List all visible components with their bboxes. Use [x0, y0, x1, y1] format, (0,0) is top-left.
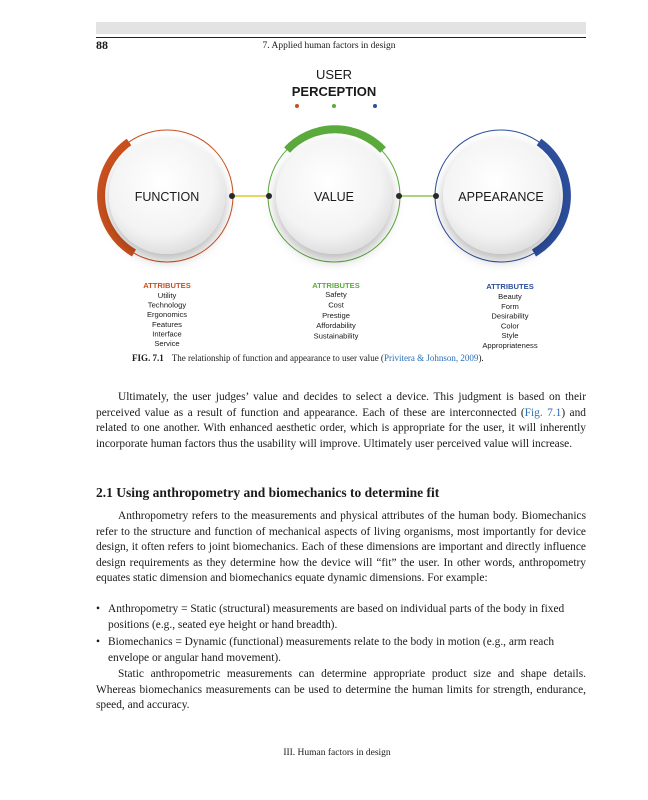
- value-attr: Affordability: [316, 321, 356, 331]
- function-attr-heading: ATTRIBUTES: [143, 281, 191, 290]
- value-attr: Sustainability: [313, 331, 359, 341]
- connector-node: [433, 193, 439, 199]
- running-head: 7. Applied human factors in design: [262, 41, 396, 51]
- figure-title-user: USER: [315, 67, 353, 82]
- citation-link[interactable]: Privitera & Johnson, 2009: [383, 353, 479, 363]
- appearance-attr: Beauty: [498, 292, 522, 301]
- function-attr: Ergonomics: [146, 310, 188, 320]
- dot-appearance: [373, 104, 377, 108]
- figure-diagram: [0, 58, 648, 350]
- figure-caption: FIG. 7.1 The relationship of function and appearance to user value (Privitera & Johnson, 2009).: [132, 353, 484, 363]
- value-attr: Safety: [325, 290, 347, 299]
- appearance-attr: Appropriateness: [482, 341, 538, 350]
- bullet-list: [96, 602, 586, 668]
- function-attr: Features: [152, 319, 182, 329]
- page-number: 88: [96, 38, 108, 52]
- list-item: • Anthropometry = Static (structural) measurements are based on individual parts of the body in fixed positions (e.g., seated eye height or hand breadth).: [96, 602, 586, 633]
- dot-value: [332, 104, 336, 108]
- appearance-attr: Form: [501, 301, 519, 311]
- appearance-attr-heading: ATTRIBUTES: [486, 282, 534, 291]
- connector-node: [266, 193, 272, 199]
- value-attr: Cost: [328, 300, 344, 310]
- figure-title-perception: PERCEPTION: [291, 84, 377, 99]
- value-attr: Prestige: [322, 310, 350, 320]
- function-attr: Utility: [157, 291, 177, 300]
- paragraph: Anthropometry refers to the measurements and physical attributes of the human body. Biomechanics refer to the structure and function of mechanical aspects of living organisms, most importantly for device design, it often refers to joint biomechanics. Each of these dimensions are important and directly influence design requirements as they determine how the device will “fit” the user. In other words, anthropometry equates static dimension and biomechanics equate dynamic dimensions. For example:: [96, 510, 586, 585]
- appearance-label: APPEARANCE: [458, 190, 544, 204]
- function-attr: Technology: [147, 300, 187, 310]
- header-bar: [96, 22, 586, 34]
- function-attr: Interface: [152, 329, 182, 339]
- value-attr-heading: ATTRIBUTES: [312, 281, 360, 290]
- appearance-attr: Desirability: [491, 311, 529, 321]
- list-item: • Biomechanics = Dynamic (functional) measurements relate to the body in motion (e.g., arm reach envelope or angular hand movement).: [96, 635, 586, 666]
- paragraph: Static anthropometric measurements can determine appropriate product size and shape details. Whereas biomechanics measurements can be used to determine the human limits for strength, endurance, speed, and accuracy.: [96, 668, 586, 712]
- value-label: VALUE: [313, 190, 355, 204]
- page-footer: III. Human factors in design: [283, 748, 391, 758]
- figure-label: FIG. 7.1: [132, 353, 164, 363]
- connector-node: [396, 193, 402, 199]
- appearance-attr: Color: [500, 321, 520, 331]
- function-label: FUNCTION: [134, 190, 200, 204]
- dot-function: [295, 104, 299, 108]
- appearance-attr: Style: [501, 331, 519, 341]
- connector-node: [229, 193, 235, 199]
- header-rule: [96, 37, 586, 38]
- figure-link[interactable]: Fig. 7.1: [524, 406, 562, 419]
- paragraph: Ultimately, the user judges’ value and decides to select a device. This judgment is based on their perceived value as a result of function and appearance. Each of these are interconnected (Fig. 7.1) and related to one another. With enhanced aesthetic order, which is appropriate for the user, it will inherently incorporate human factors thus the usability will improve. Ultimately user perceived value will increase.: [96, 391, 586, 450]
- function-attr: Service: [154, 339, 180, 348]
- section-heading: 2.1 Using anthropometry and biomechanics to determine fit: [96, 485, 440, 500]
